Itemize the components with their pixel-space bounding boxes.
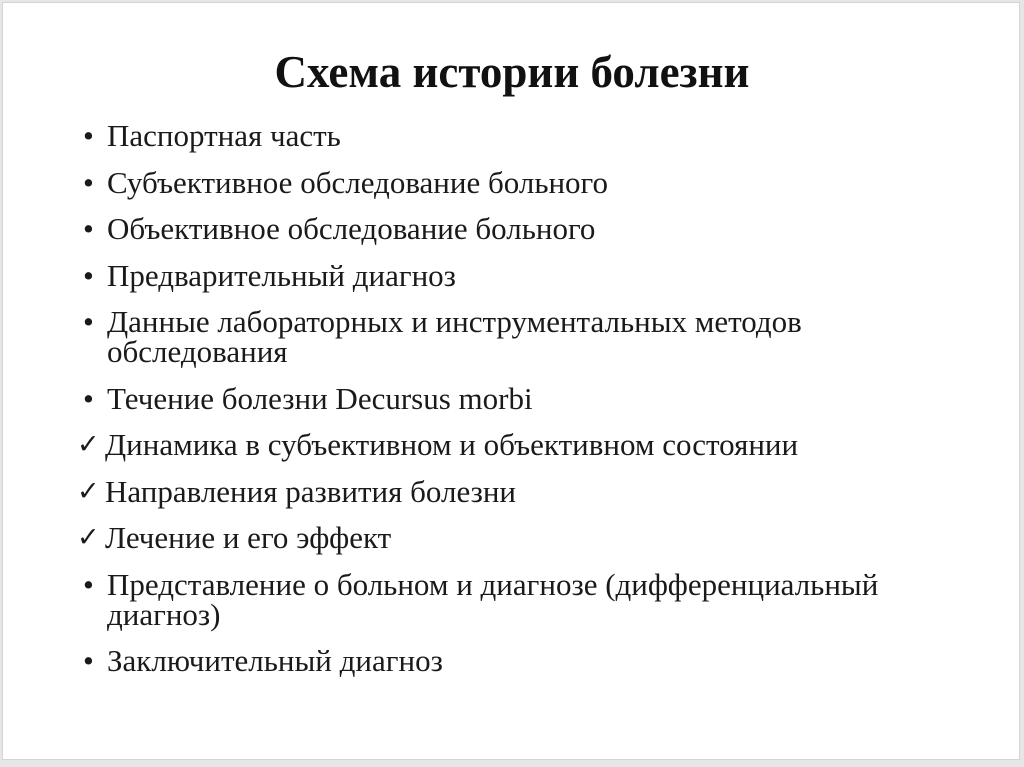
list-item-text: Предварительный диагноз	[107, 257, 456, 293]
list-item	[77, 427, 957, 477]
bullet-icon: •	[83, 380, 94, 416]
list-item	[77, 164, 957, 215]
list-item	[77, 473, 957, 524]
list-item-text: Паспортная часть	[107, 118, 341, 153]
checkmark-icon: ✓	[77, 522, 100, 553]
list-item-text: Представление о больном и диагнозе (дифференциальный диагноз)	[107, 566, 879, 632]
list-item-text: Динамика в субъективном и объективном состоянии	[105, 427, 799, 462]
bullet-icon: •	[83, 643, 94, 678]
slide-title: Схема истории болезни	[274, 47, 750, 97]
checkmark-icon: ✓	[77, 475, 100, 507]
list-item	[77, 566, 957, 647]
outline-list	[77, 118, 957, 693]
bullet-icon: •	[83, 164, 94, 200]
list-item-text: Течение болезни Decursus morbi	[107, 380, 533, 416]
list-item-text: Субъективное обследование больного	[107, 164, 608, 200]
bullet-icon: •	[83, 566, 94, 602]
list-item-text: Данные лабораторных и инструментальных методов обследования	[107, 304, 802, 369]
bullet-icon: •	[83, 257, 94, 293]
list-item-text: Объективное обследование больного	[107, 211, 596, 246]
list-item	[77, 643, 957, 693]
list-item	[77, 304, 957, 384]
list-item-text: Лечение и его эффект	[105, 520, 392, 555]
list-item	[77, 211, 957, 261]
list-item	[77, 118, 957, 168]
bullet-icon: •	[83, 118, 94, 153]
list-item	[77, 257, 957, 308]
list-item	[77, 380, 957, 431]
list-item-text: Заключительный диагноз	[107, 643, 443, 678]
list-item-text: Направления развития болезни	[105, 473, 517, 509]
bullet-icon: •	[83, 211, 94, 246]
slide	[2, 2, 1020, 760]
checkmark-icon: ✓	[77, 429, 100, 460]
bullet-icon: •	[83, 304, 94, 339]
list-item	[77, 520, 957, 570]
